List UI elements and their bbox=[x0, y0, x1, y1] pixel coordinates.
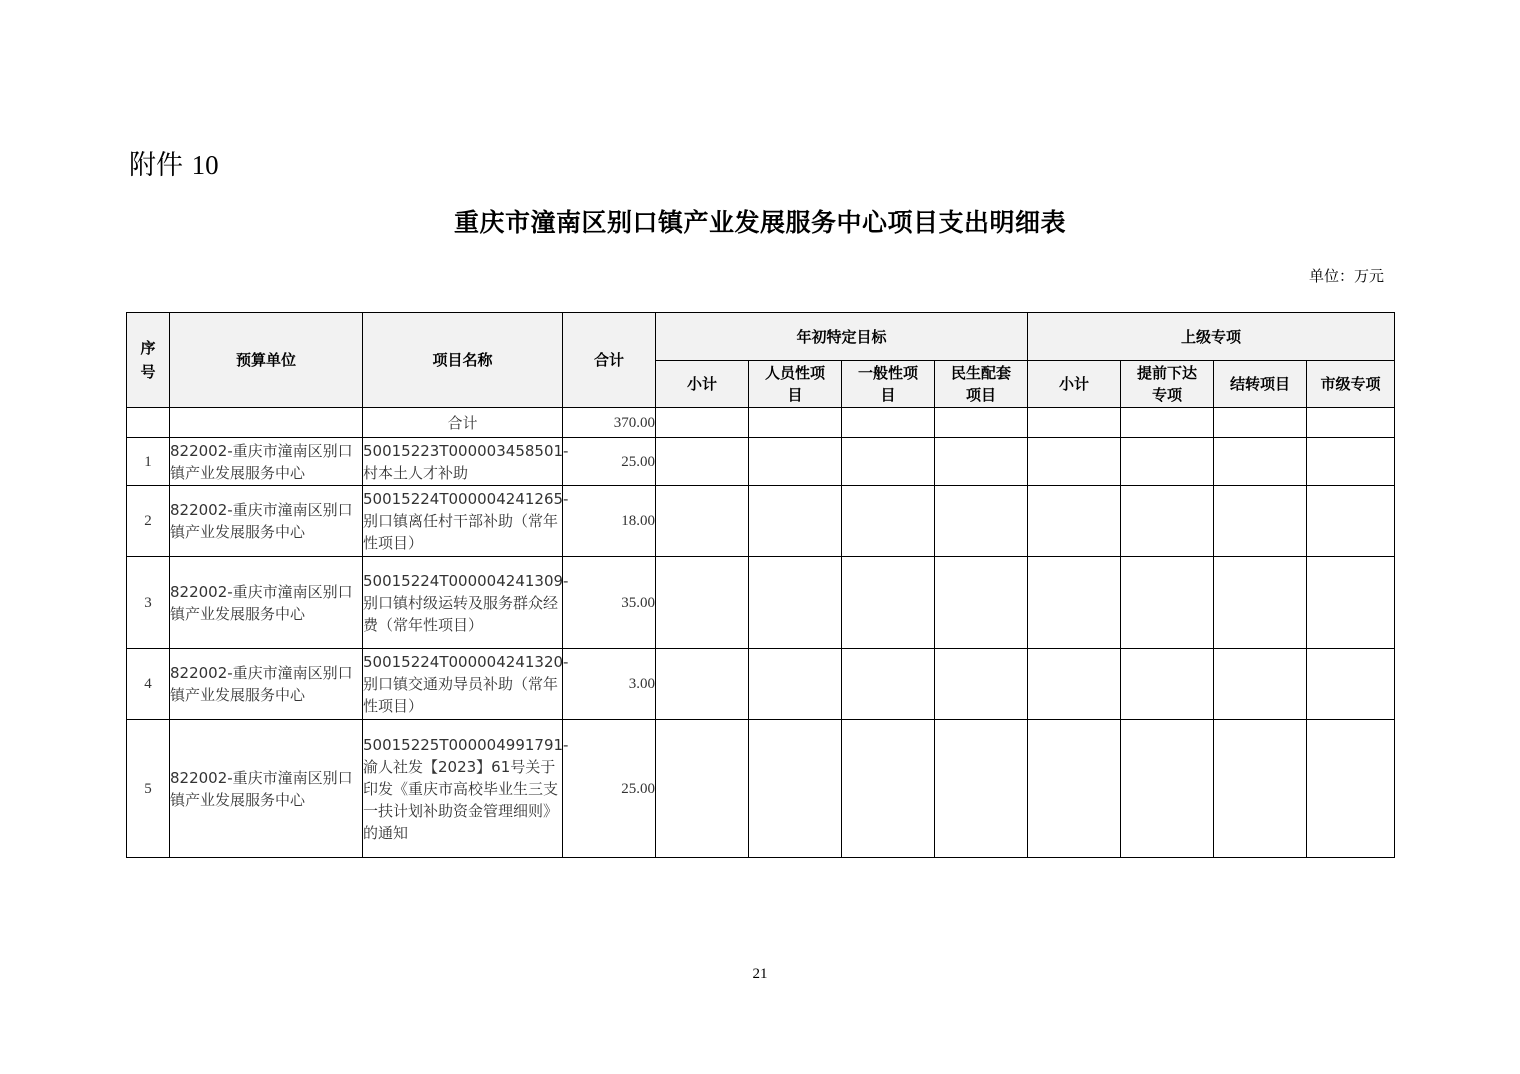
row-amount: 25.00 bbox=[563, 438, 656, 486]
header-project-name: 项目名称 bbox=[363, 313, 563, 408]
header-group-superior: 上级专项 bbox=[1028, 313, 1395, 361]
row-unit: 822002-重庆市潼南区别口镇产业发展服务中心 bbox=[170, 438, 363, 486]
table-row bbox=[127, 557, 1395, 649]
header-superior-carryover: 结转项目 bbox=[1214, 361, 1307, 408]
row-seq: 4 bbox=[127, 649, 170, 720]
page-number: 21 bbox=[752, 966, 768, 982]
header-annual-subtotal: 小计 bbox=[656, 361, 749, 408]
row-amount: 3.00 bbox=[563, 649, 656, 720]
row-unit: 822002-重庆市潼南区别口镇产业发展服务中心 bbox=[170, 649, 363, 720]
cell bbox=[170, 408, 363, 438]
row-seq: 2 bbox=[127, 486, 170, 557]
row-seq: 5 bbox=[127, 720, 170, 858]
row-amount: 35.00 bbox=[563, 557, 656, 649]
row-unit: 822002-重庆市潼南区别口镇产业发展服务中心 bbox=[170, 557, 363, 649]
header-annual-general: 一般性项目 bbox=[842, 361, 935, 408]
header-group-annual: 年初特定目标 bbox=[656, 313, 1028, 361]
header-annual-livelihood: 民生配套项目 bbox=[935, 361, 1028, 408]
page-title: 重庆市潼南区别口镇产业发展服务中心项目支出明细表 bbox=[453, 208, 1066, 237]
header-superior-advance: 提前下达专项 bbox=[1121, 361, 1214, 408]
table-row bbox=[127, 438, 1395, 486]
total-row bbox=[127, 408, 1395, 438]
row-unit: 822002-重庆市潼南区别口镇产业发展服务中心 bbox=[170, 486, 363, 557]
header-annual-personnel: 人员性项目 bbox=[749, 361, 842, 408]
total-amount: 370.00 bbox=[563, 408, 656, 438]
header-total: 合计 bbox=[563, 313, 656, 408]
attachment-label bbox=[129, 143, 219, 182]
row-project: 50015223T000003458501-村本土人才补助 bbox=[363, 438, 563, 486]
row-amount: 25.00 bbox=[563, 720, 656, 858]
table-row bbox=[127, 649, 1395, 720]
row-seq: 1 bbox=[127, 438, 170, 486]
row-project: 50015224T000004241309-别口镇村级运转及服务群众经费（常年性项目） bbox=[363, 557, 563, 649]
header-budget-unit: 预算单位 bbox=[170, 313, 363, 408]
row-project: 50015224T000004241320-别口镇交通劝导员补助（常年性项目） bbox=[363, 649, 563, 720]
cell bbox=[127, 408, 170, 438]
total-label: 合计 bbox=[363, 408, 563, 438]
row-project: 50015225T000004991791-渝人社发【2023】61号关于印发《重庆市高校毕业生三支一扶计划补助资金管理细则》的通知 bbox=[363, 720, 563, 858]
expenditure-table bbox=[126, 312, 1395, 858]
row-project: 50015224T000004241265-别口镇离任村干部补助（常年性项目） bbox=[363, 486, 563, 557]
row-amount: 18.00 bbox=[563, 486, 656, 557]
row-seq: 3 bbox=[127, 557, 170, 649]
attachment-number: 10 bbox=[191, 150, 219, 180]
header-superior-subtotal: 小计 bbox=[1028, 361, 1121, 408]
unit-label: 单位：万元 bbox=[1308, 267, 1384, 285]
header-seq: 序号 bbox=[127, 313, 170, 408]
table-row bbox=[127, 486, 1395, 557]
header-superior-municipal: 市级专项 bbox=[1307, 361, 1395, 408]
row-unit: 822002-重庆市潼南区别口镇产业发展服务中心 bbox=[170, 720, 363, 858]
attachment-word: 附件 bbox=[129, 150, 183, 181]
table-row bbox=[127, 720, 1395, 858]
